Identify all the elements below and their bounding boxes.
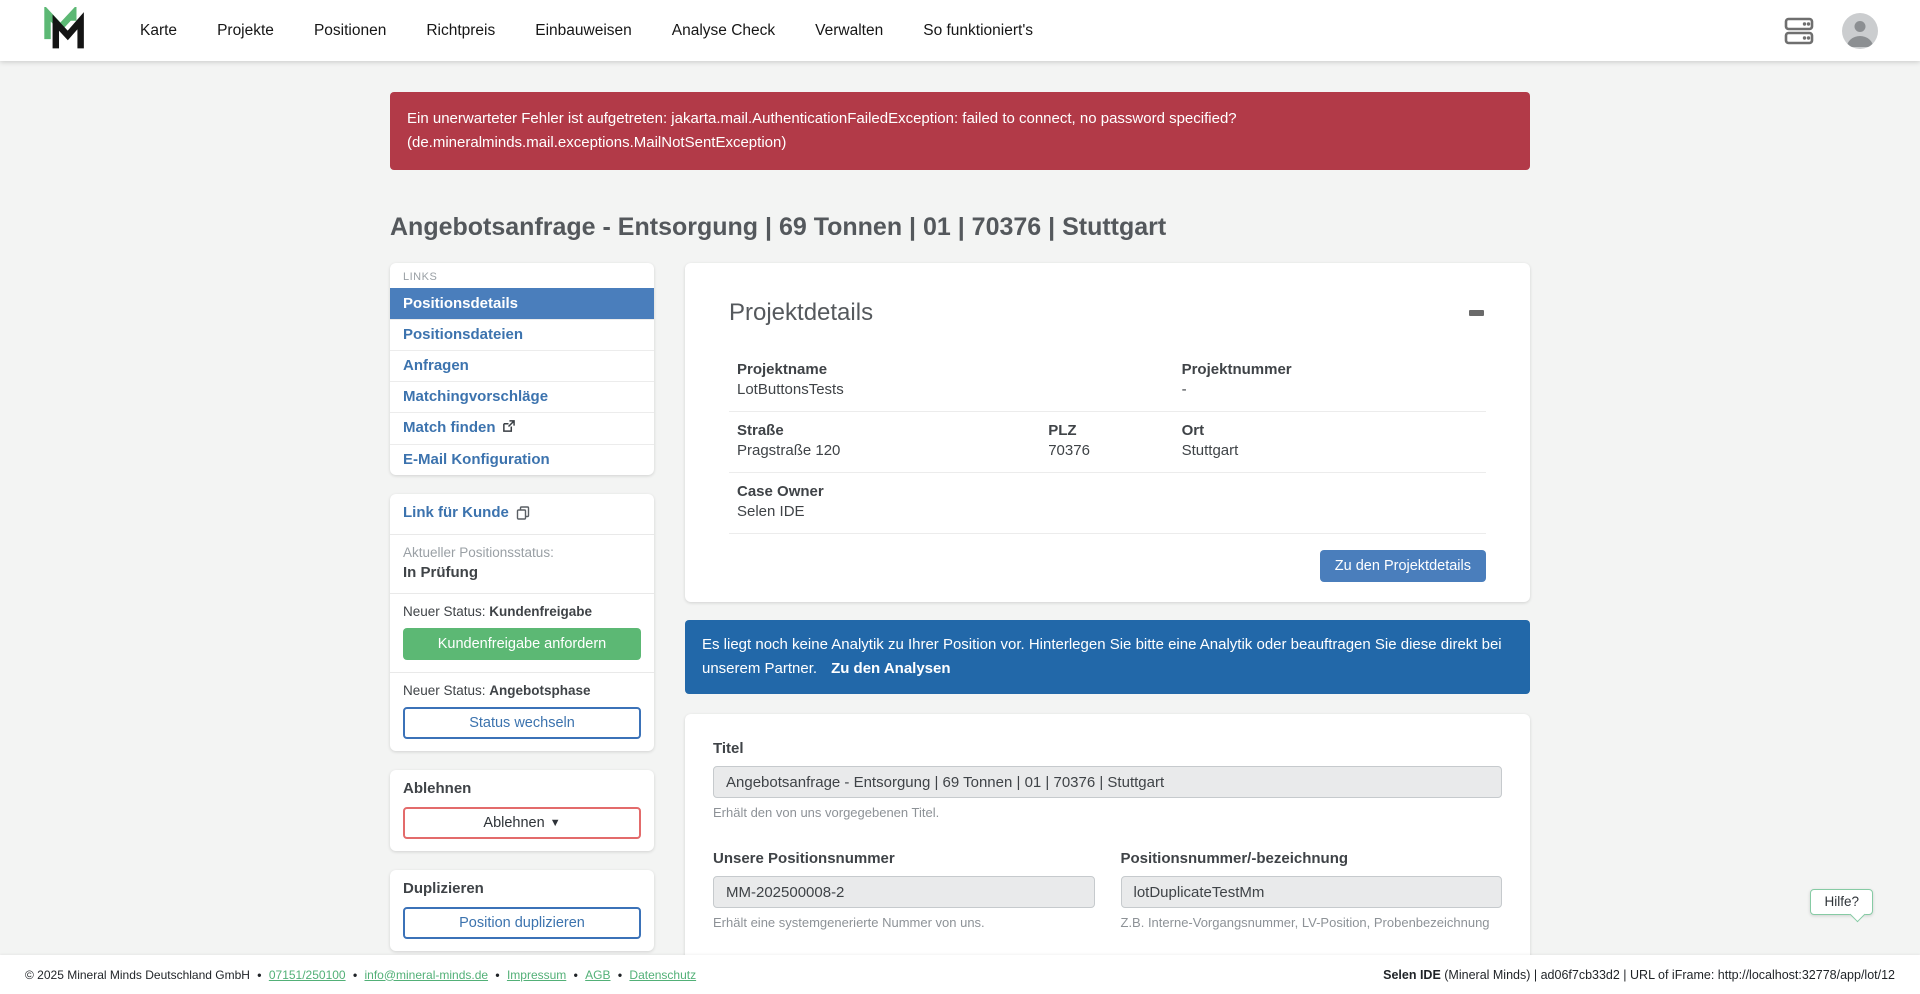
projektnummer-value: - — [1181, 381, 1187, 398]
position-duplizieren-button[interactable]: Position duplizieren — [403, 907, 641, 939]
footer-separator: • — [573, 967, 578, 982]
caret-down-icon: ▼ — [549, 817, 561, 829]
sidebar-item-matchingvorschlaege[interactable]: Matchingvorschläge — [390, 381, 654, 412]
positionsnummer-label: Positionsnummer/-bezeichnung — [1120, 850, 1349, 867]
duplizieren-heading: Duplizieren — [403, 880, 484, 897]
footer-separator: • — [495, 967, 500, 982]
nav-item-verwalten[interactable]: Verwalten — [815, 21, 884, 39]
footer-user-name: Selen IDE — [1383, 967, 1441, 982]
sidebar-item-email-konfiguration[interactable]: E-Mail Konfiguration — [390, 444, 654, 475]
projektnummer-label: Projektnummer — [1181, 361, 1292, 378]
zu-den-projektdetails-button[interactable]: Zu den Projektdetails — [1320, 550, 1486, 582]
ablehnen-dropdown-button[interactable] — [403, 807, 641, 839]
nav-item-karte[interactable]: Karte — [140, 21, 178, 39]
unsere-positionsnummer-input — [713, 876, 1095, 908]
footer-session-info — [1383, 968, 1895, 982]
new-status-2 — [403, 683, 641, 698]
nav-item-analyse-check[interactable]: Analyse Check — [671, 21, 776, 39]
new-status-1-prefix: Neuer Status: — [403, 604, 490, 619]
ort-label: Ort — [1181, 422, 1205, 439]
titel-label: Titel — [713, 740, 744, 757]
zu-den-analysen-link[interactable]: Zu den Analysen — [831, 660, 951, 677]
footer-separator: • — [352, 967, 358, 982]
strasse-label: Straße — [737, 422, 784, 439]
new-status-2-prefix: Neuer Status: — [403, 683, 490, 698]
footer-phone-link[interactable]: 07151/250100 — [268, 967, 346, 982]
main-column — [685, 263, 1530, 994]
ablehnen-heading: Ablehnen — [403, 780, 472, 797]
unsere-positionsnummer-label: Unsere Positionsnummer — [713, 850, 895, 867]
projektdetails-title: Projektdetails — [729, 299, 874, 326]
unsere-positionsnummer-helper: Erhält eine systemgenerierte Nummer von uns. — [713, 915, 985, 930]
main-nav — [140, 22, 1033, 40]
sidebar-item-anfragen[interactable]: Anfragen — [390, 350, 654, 381]
nav-item-richtpreis[interactable]: Richtpreis — [426, 21, 496, 39]
projektdetails-card — [685, 263, 1530, 602]
mineral-minds-logo[interactable] — [42, 7, 88, 56]
nav-item-projekte[interactable]: Projekte — [217, 21, 274, 39]
new-status-1-value: Kundenfreigabe — [489, 604, 593, 619]
nav-item-positionen[interactable]: Positionen — [313, 21, 387, 39]
new-status-1 — [403, 604, 641, 619]
person-icon — [1842, 13, 1878, 49]
duplizieren-card — [390, 870, 654, 951]
plz-label: PLZ — [1048, 422, 1077, 439]
analytics-info-banner — [685, 620, 1530, 694]
user-avatar[interactable] — [1842, 13, 1878, 49]
sidebar-item-positionsdetails[interactable]: Positionsdetails — [390, 288, 654, 319]
links-card-header: LINKS — [403, 271, 438, 283]
footer-email-link[interactable]: info@mineral-minds.de — [364, 967, 489, 982]
copy-icon — [516, 506, 530, 520]
nav-item-einbauweisen[interactable]: Einbauweisen — [535, 21, 632, 39]
project-row-1 — [729, 351, 1486, 412]
titel-input — [713, 766, 1502, 798]
nav-item-so-funktionierts[interactable]: So funktioniert's — [923, 21, 1034, 39]
positionsnummer-field — [1121, 850, 1503, 930]
top-navbar — [0, 0, 1920, 61]
link-fuer-kunde-label: Link für Kunde — [403, 504, 509, 521]
footer-left — [25, 968, 696, 982]
hilfe-button[interactable]: Hilfe? — [1810, 889, 1873, 915]
server-icon[interactable] — [1782, 16, 1816, 46]
page-title: Angebotsanfrage - Entsorgung | 69 Tonnen | 01 | 70376 | Stuttgart — [390, 213, 1167, 241]
strasse-value: Pragstraße 120 — [737, 442, 841, 459]
project-row-3 — [729, 473, 1486, 534]
positionsnummer-helper: Z.B. Interne-Vorgangsnummer, LV-Position, Probenbezeichnung — [1120, 915, 1490, 930]
projektname-label: Projektname — [737, 361, 828, 378]
projektname-value: LotButtonsTests — [737, 381, 844, 398]
error-text-line2: (de.mineralminds.mail.exceptions.MailNotSentException) — [407, 134, 787, 151]
collapse-minus-icon[interactable] — [1469, 310, 1484, 316]
titel-helper: Erhält den von uns vorgegebenen Titel. — [713, 805, 940, 820]
footer-session-details: (Mineral Minds) | ad06f7cb33d2 | URL of iFrame: http://localhost:32778/app/lot/12 — [1440, 967, 1895, 982]
footer-impressum-link[interactable]: Impressum — [506, 967, 567, 982]
unsere-positionsnummer-field — [713, 850, 1095, 930]
current-status-value: In Prüfung — [403, 564, 478, 581]
error-banner — [390, 92, 1530, 170]
kundenfreigabe-anfordern-button[interactable]: Kundenfreigabe anfordern — [403, 628, 641, 660]
positionsnummer-input[interactable] — [1121, 876, 1503, 908]
logo-icon — [42, 7, 88, 51]
ablehnen-button-label: Ablehnen — [483, 815, 545, 831]
status-card — [390, 494, 654, 751]
status-wechseln-button[interactable]: Status wechseln — [403, 707, 641, 739]
footer-separator: • — [257, 967, 262, 982]
project-row-2 — [729, 412, 1486, 473]
header-actions — [1782, 13, 1878, 49]
plz-value: 70376 — [1048, 442, 1090, 459]
ablehnen-card — [390, 770, 654, 851]
footer-separator: • — [617, 967, 623, 982]
footer-copyright: © 2025 Mineral Minds Deutschland GmbH — [25, 967, 250, 982]
sidebar — [390, 263, 654, 994]
footer — [0, 955, 1920, 994]
footer-agb-link[interactable]: AGB — [585, 967, 611, 982]
links-card — [390, 263, 654, 475]
sidebar-item-match-finden[interactable] — [390, 412, 654, 444]
external-link-icon — [502, 420, 515, 437]
error-text-line1: Ein unerwarteter Fehler ist aufgetreten: jakarta.mail.AuthenticationFailedException: failed to connect, no password specified? — [407, 110, 1237, 127]
sidebar-item-positionsdateien[interactable]: Positionsdateien — [390, 319, 654, 350]
current-status-label: Aktueller Positionsstatus: — [403, 545, 554, 560]
ort-value: Stuttgart — [1181, 442, 1239, 459]
match-finden-label: Match finden — [403, 419, 496, 436]
position-form-card — [685, 714, 1530, 994]
case-owner-value: Selen IDE — [737, 503, 805, 520]
new-status-2-value: Angebotsphase — [489, 683, 591, 698]
link-fuer-kunde[interactable] — [403, 504, 530, 521]
footer-datenschutz-link[interactable]: Datenschutz — [629, 967, 697, 982]
analytics-info-text: Es liegt noch keine Analytik zu Ihrer Position vor. Hinterlegen Sie bitte eine Analytik oder beauftragen Sie diese direkt bei unserem Partner. — [702, 636, 1502, 677]
case-owner-label: Case Owner — [737, 483, 824, 500]
